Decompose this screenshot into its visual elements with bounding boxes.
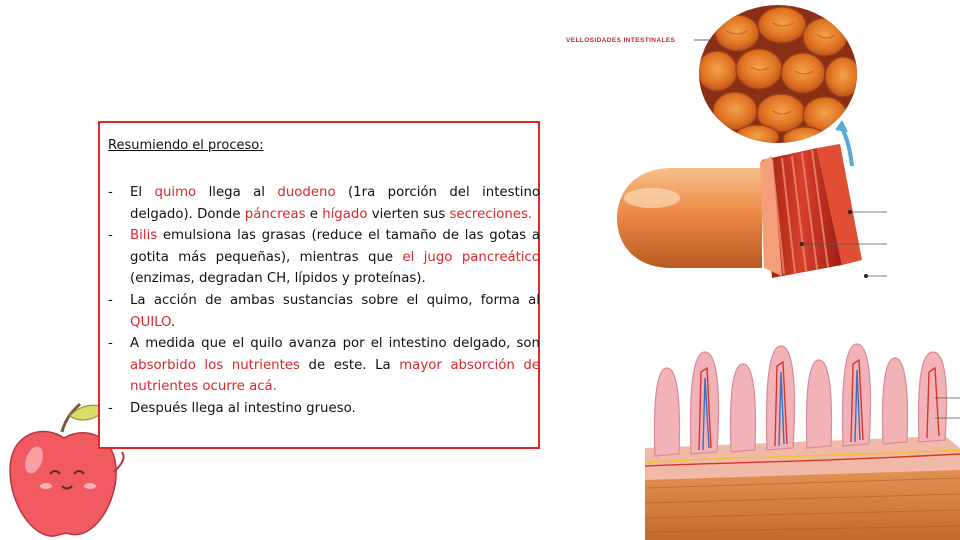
villi-cross-section-image bbox=[645, 338, 960, 540]
bullet-dash: - bbox=[108, 400, 113, 416]
highlighted-term: QUILO bbox=[130, 314, 171, 330]
summary-title: Resumiendo el proceso: bbox=[108, 138, 264, 153]
item-text: (enzimas, degradan CH, lípidos y proteínas). bbox=[130, 271, 426, 287]
intestine-segment-image bbox=[612, 140, 887, 290]
item-text: A medida que el quilo avanza por el intestino delgado, son bbox=[130, 336, 540, 352]
highlighted-term: el jugo pancreático bbox=[402, 249, 541, 265]
highlighted-term: absorbido los nutrientes bbox=[130, 357, 300, 373]
item-text: e bbox=[305, 206, 323, 222]
item-text: Después llega al intestino grueso. bbox=[130, 400, 356, 416]
summary-box bbox=[98, 121, 540, 449]
item-text: . bbox=[170, 314, 176, 330]
summary-item bbox=[108, 333, 540, 398]
summary-item bbox=[108, 398, 540, 420]
bullet-dash: - bbox=[108, 185, 113, 200]
bullet-dash: - bbox=[108, 228, 113, 244]
bullet-dash: - bbox=[108, 292, 113, 308]
item-text: vierten sus bbox=[367, 206, 450, 222]
summary-item bbox=[108, 225, 540, 290]
highlighted-term: quimo bbox=[154, 185, 197, 200]
item-text: (1ra porción del intestino delgado). Donde bbox=[130, 185, 541, 222]
highlighted-term: páncreas bbox=[244, 206, 306, 222]
summary-item bbox=[108, 290, 540, 333]
highlighted-term: mayor absorción de nutrientes ocurre acá. bbox=[130, 357, 540, 395]
summary-item bbox=[108, 182, 540, 225]
item-text: El bbox=[130, 185, 155, 200]
highlighted-term: secreciones. bbox=[449, 206, 533, 222]
item-text: La acción de ambas sustancias sobre el quimo, forma al bbox=[130, 292, 540, 308]
summary-list bbox=[108, 182, 540, 420]
bullet-dash: - bbox=[108, 336, 113, 352]
item-text: llega al bbox=[196, 185, 278, 200]
item-text: de este. La bbox=[299, 357, 400, 373]
item-text: emulsiona las grasas (reduce el tamaño de las gotas a gotita más pequeñas), mientras que bbox=[130, 228, 540, 265]
highlighted-term: Bilis bbox=[130, 228, 158, 244]
highlighted-term: hígado bbox=[322, 206, 368, 222]
villi-label: VELLOSIDADES INTESTINALES bbox=[566, 37, 676, 44]
highlighted-term: duodeno bbox=[277, 185, 336, 200]
